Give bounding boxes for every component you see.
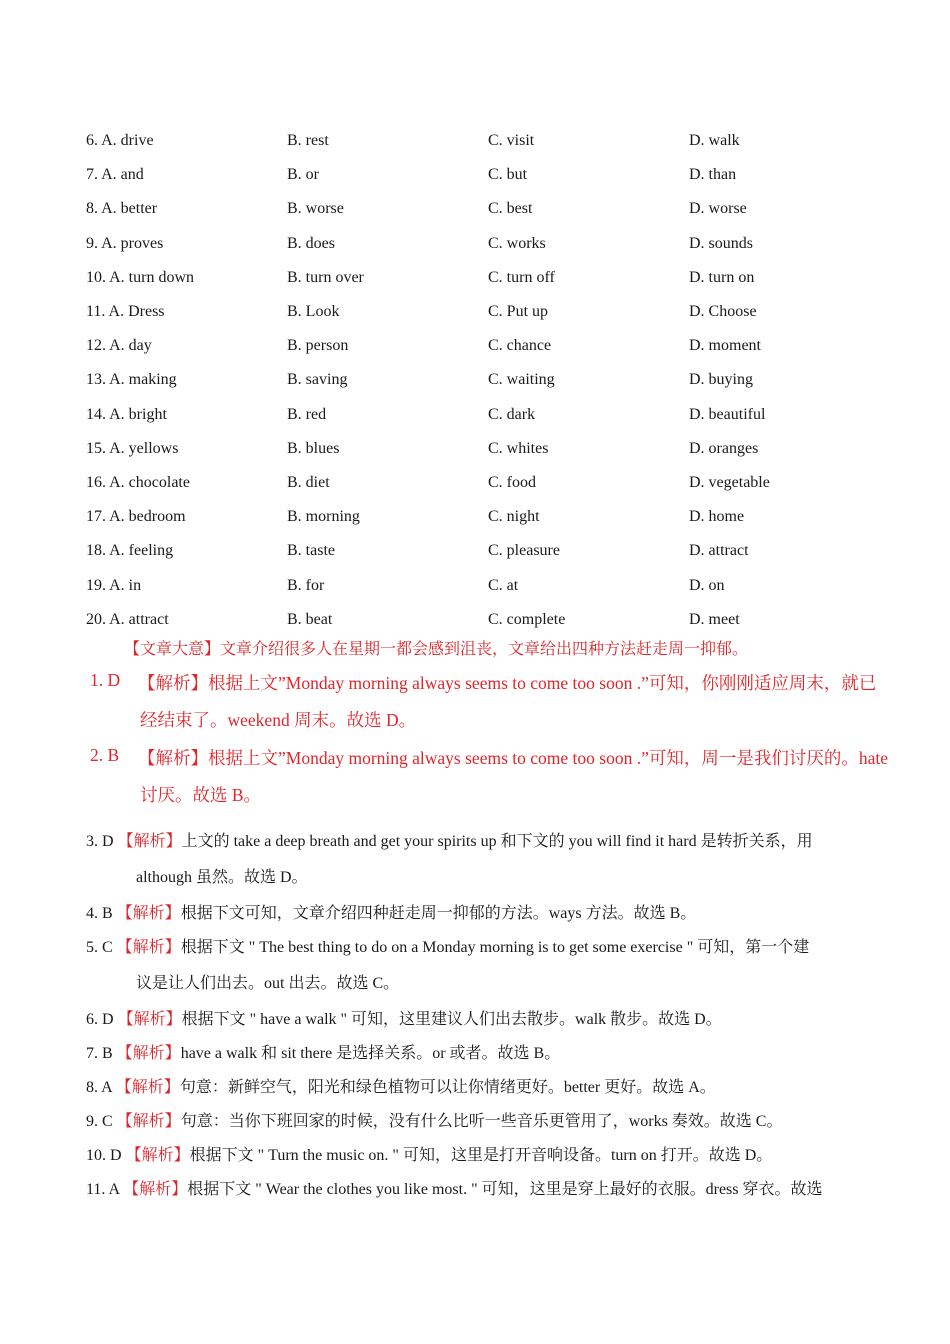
option-a: 6. A. drive: [86, 132, 154, 150]
answer-number: 3. D: [86, 833, 114, 850]
explanation-text: 根据下文 " Turn the music on. " 可知，这里是打开音响设备。turn on 打开。故选 D。: [189, 1147, 773, 1164]
explanation-line: [86, 934, 876, 957]
option-d: D. than: [689, 166, 737, 184]
analysis-tag: 【解析】: [116, 905, 181, 922]
option-d: D. sounds: [689, 234, 754, 252]
explanation-text: 根据下文 " The best thing to do on a Monday morning is to get some exercise " 可知，第一个建: [180, 939, 810, 956]
explanation-item-5: [86, 934, 876, 992]
option-d: D. vegetable: [689, 473, 770, 491]
option-b: B. does: [287, 234, 335, 252]
analysis-tag: 【解析】: [116, 939, 181, 956]
option-row: [86, 398, 886, 432]
option-b: B. blues: [287, 439, 340, 457]
option-d: D. meet: [689, 610, 740, 628]
option-d: D. home: [689, 508, 745, 526]
option-c: C. chance: [488, 337, 552, 355]
explanation-text: 【解析】根据上文”Monday morning always seems to come too soon .”可知，周一是我们讨厌的。hate: [138, 748, 888, 768]
explanation-item-9: [86, 1108, 876, 1131]
option-b: B. morning: [287, 508, 360, 526]
analysis-tag: 【解析】: [116, 1045, 181, 1062]
answer-number: 4. B: [86, 905, 113, 922]
analysis-tag: 【解析】: [115, 1079, 180, 1096]
option-d: D. walk: [689, 132, 740, 150]
explanation-text: 句意：当你下班回家的时候，没有什么比听一些音乐更管用了，works 奏效。故选 C。: [180, 1113, 783, 1130]
option-b: B. rest: [287, 132, 329, 150]
option-d: D. oranges: [689, 439, 759, 457]
option-a: 14. A. bright: [86, 405, 167, 423]
option-c: C. dark: [488, 405, 536, 423]
answer-number: 7. B: [86, 1045, 113, 1062]
option-b: B. saving: [287, 371, 348, 389]
option-d: D. buying: [689, 371, 753, 389]
answer-number: 6. D: [86, 1011, 114, 1028]
option-c: C. Put up: [488, 303, 549, 321]
option-a: 8. A. better: [86, 200, 158, 218]
option-row: [86, 432, 886, 466]
analysis-tag: 【解析】: [117, 1011, 182, 1028]
answer-options-table: [86, 124, 886, 637]
option-b: B. for: [287, 576, 325, 594]
option-d: D. Choose: [689, 303, 757, 321]
answer-number: 5. C: [86, 939, 113, 956]
option-b: B. diet: [287, 473, 330, 491]
option-row: [86, 568, 886, 602]
answer-number: 1. D: [90, 670, 121, 690]
option-c: C. night: [488, 508, 540, 526]
option-row: [86, 261, 886, 295]
explanation-text: 根据下文 " have a walk " 可知，这里建议人们出去散步。walk 散步。故选 D。: [181, 1011, 722, 1028]
option-c: C. turn off: [488, 268, 555, 286]
option-c: C. visit: [488, 132, 535, 150]
answer-number: 10. D: [86, 1147, 122, 1164]
explanation-text: 【解析】根据上文”Monday morning always seems to come too soon .”可知，你刚刚适应周末，就已: [138, 673, 877, 693]
option-a: 13. A. making: [86, 371, 177, 389]
option-a: 10. A. turn down: [86, 268, 194, 286]
analysis-tag: 【解析】: [116, 1113, 181, 1130]
option-c: C. pleasure: [488, 542, 560, 560]
article-summary: 【文章大意】文章介绍很多人在星期一都会感到沮丧，文章给出四种方法赶走周一抑郁。: [124, 641, 749, 658]
option-d: D. moment: [689, 337, 761, 355]
option-d: D. beautiful: [689, 405, 766, 423]
explanation-text-continued: 议是让人们出去。out 出去。故选 C。: [136, 975, 400, 992]
explanation-item-11: [86, 1176, 876, 1199]
explanation-text: have a walk 和 sit there 是选择关系。or 或者。故选 B。: [180, 1045, 561, 1062]
option-a: 7. A. and: [86, 166, 144, 184]
option-d: D. on: [689, 576, 725, 594]
explanation-line: [86, 1108, 876, 1131]
option-b: B. red: [287, 405, 327, 423]
option-b: B. turn over: [287, 268, 364, 286]
option-row: [86, 192, 886, 226]
option-b: B. taste: [287, 542, 335, 560]
option-a: 9. A. proves: [86, 234, 164, 252]
analysis-tag: 【解析】: [123, 1181, 188, 1198]
answer-number: 9. C: [86, 1113, 113, 1130]
option-c: C. food: [488, 473, 536, 491]
option-a: 19. A. in: [86, 576, 142, 594]
option-row: [86, 158, 886, 192]
option-c: C. waiting: [488, 371, 555, 389]
option-a: 20. A. attract: [86, 610, 169, 628]
answer-number: 11. A: [86, 1181, 120, 1198]
option-c: C. at: [488, 576, 519, 594]
option-d: D. attract: [689, 542, 749, 560]
option-row: [86, 500, 886, 534]
option-row: [86, 363, 886, 397]
option-a: 17. A. bedroom: [86, 508, 186, 526]
explanation-item-10: [86, 1142, 876, 1165]
option-b: B. Look: [287, 303, 340, 321]
option-d: D. worse: [689, 200, 747, 218]
option-b: B. beat: [287, 610, 333, 628]
option-c: C. works: [488, 234, 546, 252]
option-c: C. best: [488, 200, 533, 218]
explanation-text: 句意：新鲜空气，阳光和绿色植物可以让你情绪更好。better 更好。故选 A。: [179, 1079, 716, 1096]
option-row: [86, 466, 886, 500]
explanation-text-continued: 经结束了。weekend 周末。故选 D。: [140, 710, 417, 730]
option-row: [86, 329, 886, 363]
option-c: C. whites: [488, 439, 549, 457]
option-a: 15. A. yellows: [86, 439, 179, 457]
explanation-line: [86, 1142, 876, 1165]
explanation-text-continued: although 虽然。故选 D。: [136, 869, 308, 886]
explanation-line: [86, 1176, 876, 1199]
explanation-line: [86, 1040, 876, 1063]
option-a: 18. A. feeling: [86, 542, 174, 560]
option-b: B. person: [287, 337, 349, 355]
option-row: [86, 534, 886, 568]
explanation-line: [86, 1006, 876, 1029]
option-row: [86, 227, 886, 261]
explanation-text: 上文的 take a deep breath and get your spirits up 和下文的 you will find it hard 是转折关系，用: [181, 833, 813, 850]
option-b: B. or: [287, 166, 319, 184]
explanation-item-6: [86, 1006, 876, 1029]
explanation-line: [86, 1074, 876, 1097]
option-a: 12. A. day: [86, 337, 152, 355]
answer-number: 2. B: [90, 745, 120, 765]
option-c: C. complete: [488, 610, 566, 628]
explanation-item-7: [86, 1040, 876, 1063]
option-a: 11. A. Dress: [86, 303, 165, 321]
analysis-tag: 【解析】: [117, 833, 182, 850]
explanation-text: 根据下文 " Wear the clothes you like most. " 可知，这里是穿上最好的衣服。dress 穿衣。故选: [187, 1181, 823, 1198]
answer-number: 8. A: [86, 1079, 112, 1096]
option-b: B. worse: [287, 200, 344, 218]
explanation-text: 根据下文可知，文章介绍四种赶走周一抑郁的方法。ways 方法。故选 B。: [180, 905, 697, 922]
option-d: D. turn on: [689, 268, 755, 286]
option-row: [86, 295, 886, 329]
option-c: C. but: [488, 166, 528, 184]
explanation-text-continued: 讨厌。故选 B。: [140, 785, 262, 805]
option-row: [86, 124, 886, 158]
explanation-line: [86, 828, 876, 851]
explanation-line: [86, 900, 876, 923]
explanation-item-3: [86, 828, 876, 886]
explanation-item-8: [86, 1074, 876, 1097]
option-row: [86, 603, 886, 637]
option-a: 16. A. chocolate: [86, 473, 190, 491]
explanation-item-4: [86, 900, 876, 923]
analysis-tag: 【解析】: [125, 1147, 190, 1164]
